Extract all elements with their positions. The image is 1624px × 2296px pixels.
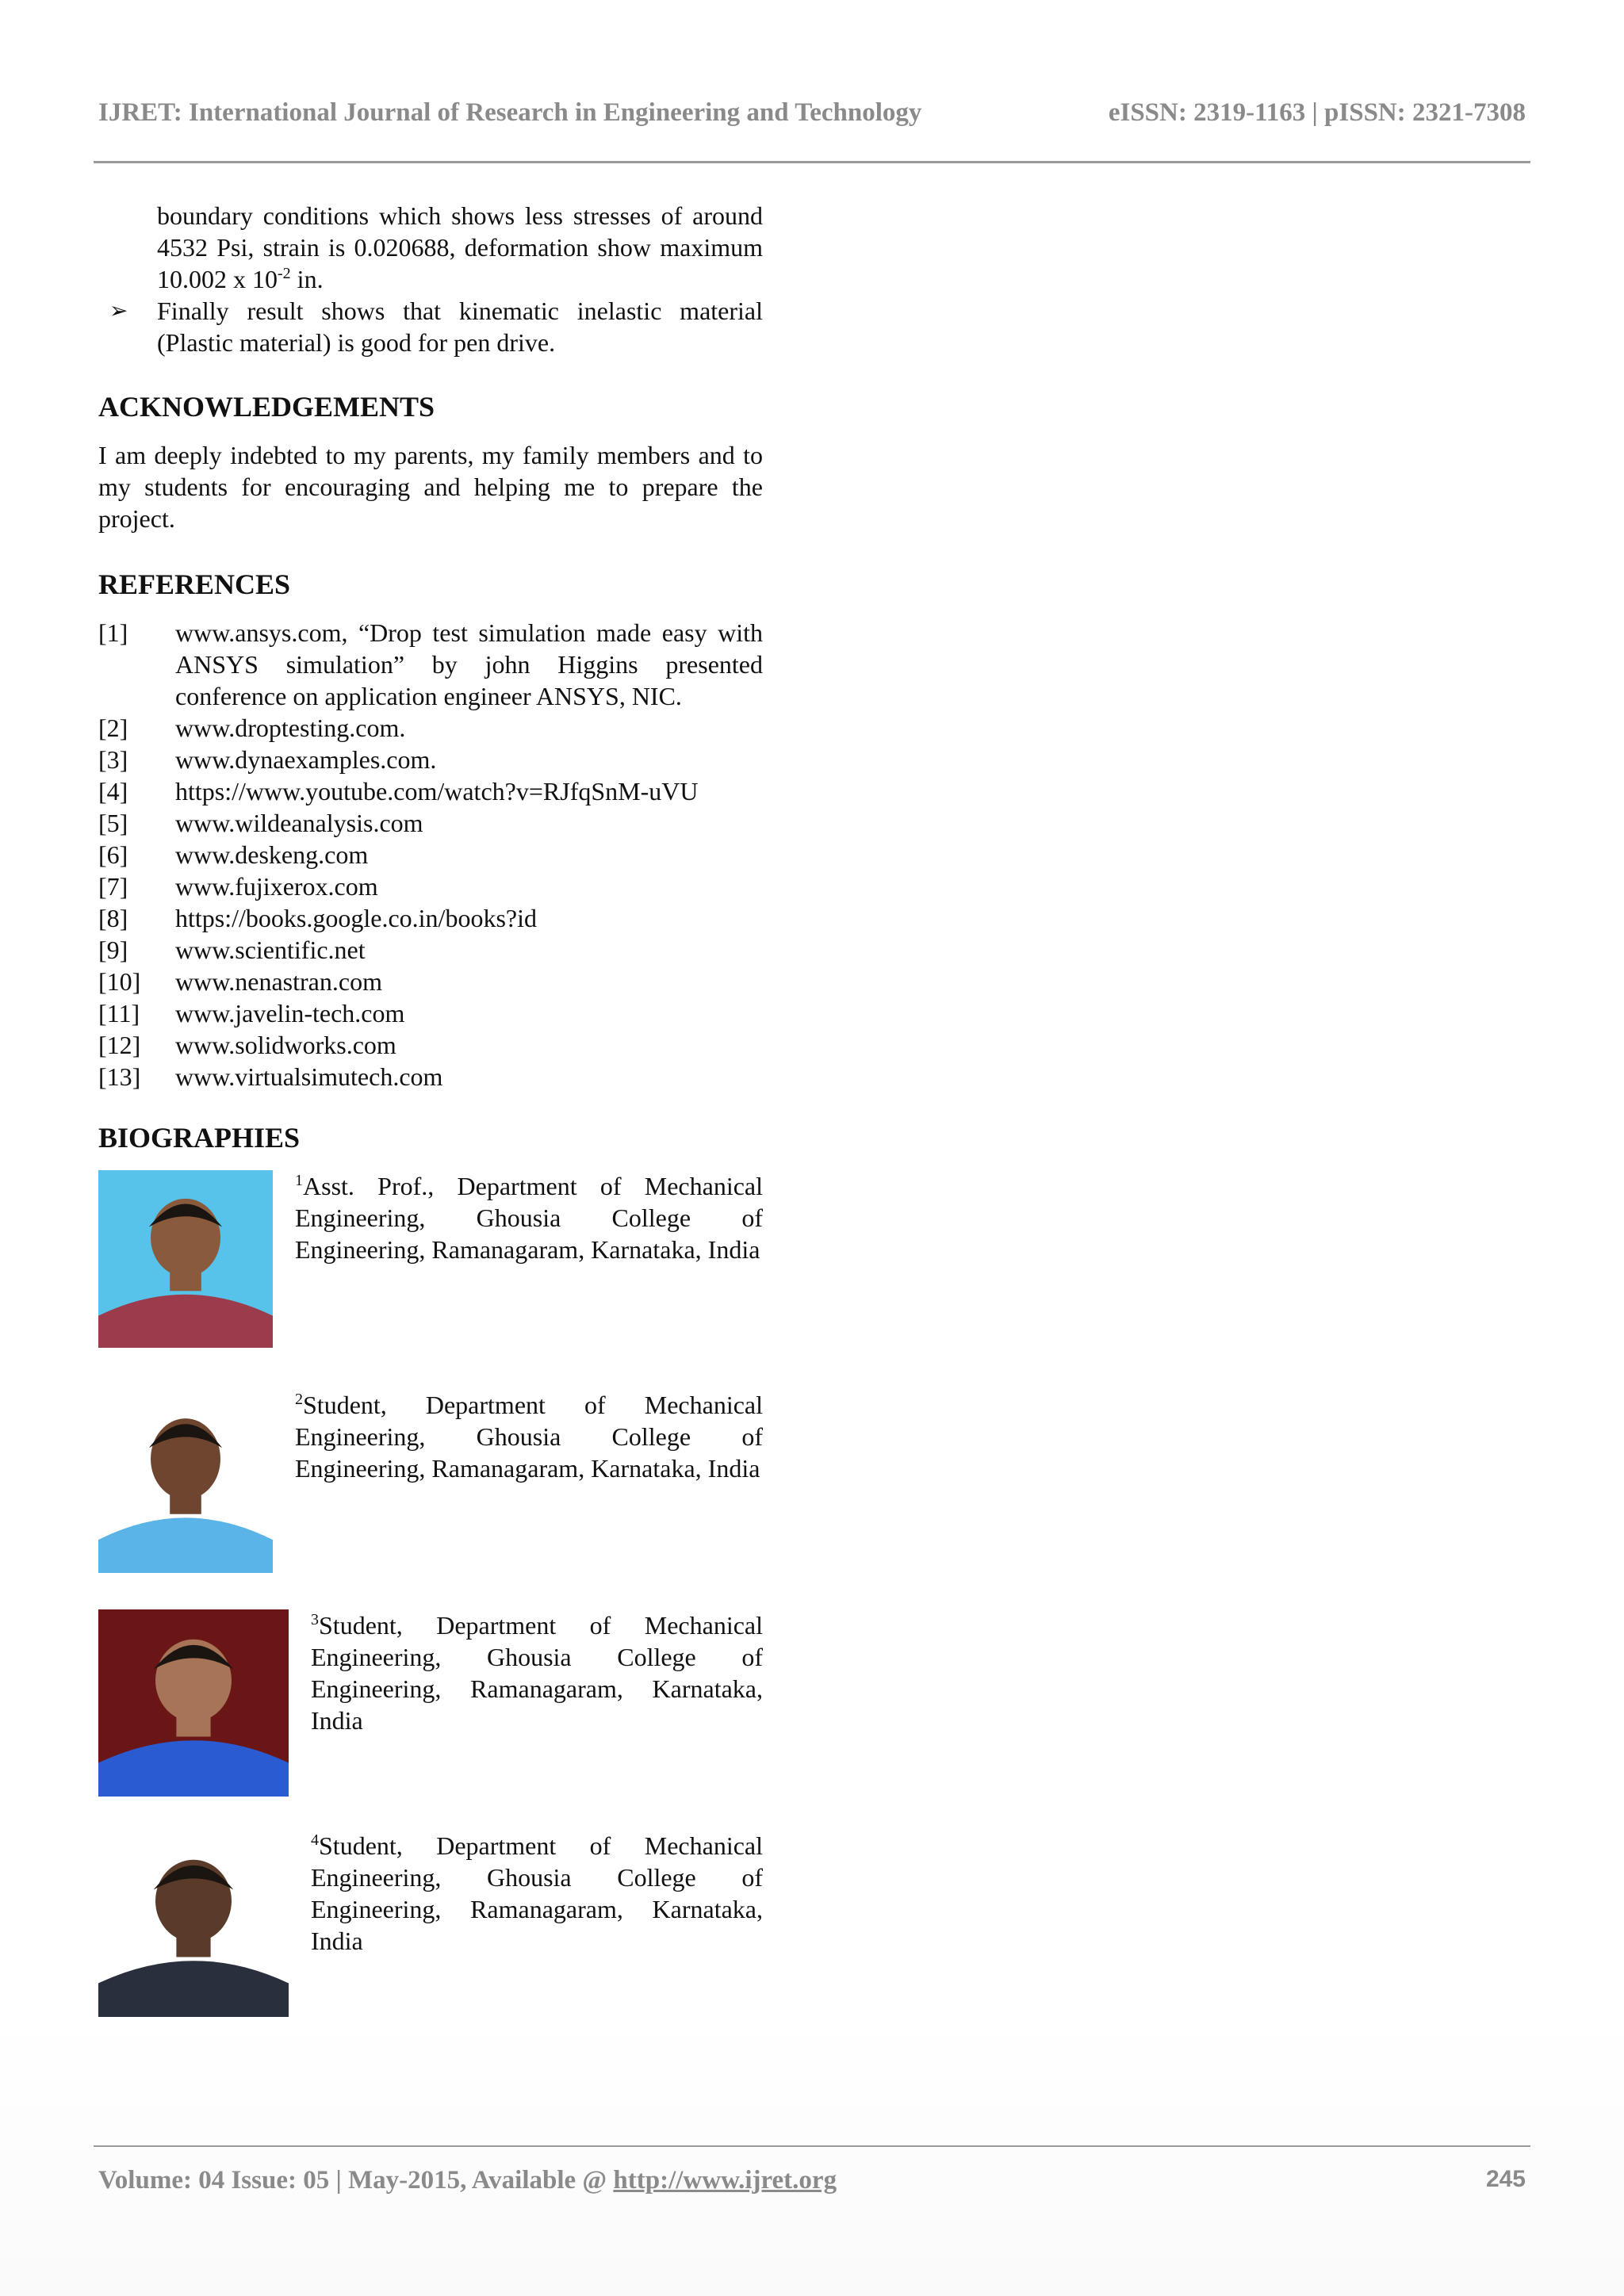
reference-text: www.deskeng.com [175,840,369,869]
reference-text: https://books.google.co.in/books?id [175,904,537,932]
portrait-image [98,1170,273,1348]
references-heading: REFERENCES [98,568,291,600]
author-photo [98,1170,273,1348]
biography-description: Student, Department of Mechanical Engineering, Ghousia College of Engineering, Ramanagaram, Karnataka, India [311,1611,763,1735]
reference-text: www.nenastran.com [175,967,382,996]
reference-number: [10] [98,967,141,996]
reference-text: https://www.youtube.com/watch?v=RJfqSnM-uVU [175,777,699,806]
continued-text-end: in. [290,265,324,293]
reference-item [98,997,763,1029]
exponent: -2 [278,265,291,283]
reference-text: www.wildeanalysis.com [175,809,423,837]
reference-number: [3] [98,745,128,774]
author-number: 2 [295,1391,303,1409]
bullet-item [109,295,763,358]
reference-text: www.scientific.net [175,936,366,964]
header-rule [94,161,1530,163]
biography-text [311,1830,763,1957]
reference-item [98,902,763,934]
acknowledgements-text: I am deeply indebted to my parents, my family members and to my students for encouraging and helping me to prepare the project. [98,441,763,533]
reference-text: www.ansys.com, “Drop test simulation made easy with ANSYS simulation” by john Higgins presented conference on application engineer ANSYS, NIC. [175,618,763,710]
reference-number: [13] [98,1062,141,1091]
author-number: 3 [311,1611,319,1629]
references-list [98,617,763,1093]
reference-number: [8] [98,904,128,932]
reference-text: www.droptesting.com. [175,714,406,742]
reference-number: [1] [98,618,128,647]
volume-text: Volume: 04 Issue: 05 | May-2015, Available @ [98,2166,614,2195]
reference-item [98,1061,763,1093]
author-number: 4 [311,1831,319,1850]
page-bottom-tint [0,2014,1624,2296]
reference-number: [6] [98,840,128,869]
reference-text: www.solidworks.com [175,1031,396,1059]
reference-item [98,775,763,807]
continued-text: boundary conditions which shows less stresses of around 4532 Psi, strain is 0.020688, deformation show maximum 10.002 x 10 [157,201,763,293]
issn-info: eISSN: 2319-1163 | pISSN: 2321-7308 [1108,98,1526,127]
reference-text: www.dynaexamples.com. [175,745,437,774]
author-photo [98,1830,289,2017]
reference-item [98,871,763,902]
reference-item [98,712,763,744]
biography-text [295,1389,763,1484]
reference-item [98,617,763,712]
reference-item [98,934,763,966]
reference-item [98,1029,763,1061]
journal-title: IJRET: International Journal of Research in Engineering and Technology [98,98,922,127]
biographies-heading: BIOGRAPHIES [98,1122,301,1154]
reference-item [98,807,763,839]
reference-number: [11] [98,999,140,1027]
journal-link[interactable]: http://www.ijret.org [613,2166,837,2195]
portrait-image [98,1830,289,2017]
biography-description: Student, Department of Mechanical Engineering, Ghousia College of Engineering, Ramanagaram, Karnataka, India [295,1391,763,1483]
portrait-image [98,1609,289,1797]
reference-item [98,744,763,775]
footer-volume-info [98,2166,837,2195]
bullet-text: Finally result shows that kinematic inelastic material (Plastic material) is good for pen drive. [157,297,763,357]
reference-number: [4] [98,777,128,806]
reference-number: [9] [98,936,128,964]
reference-text: www.virtualsimutech.com [175,1062,443,1091]
author-number: 1 [295,1172,303,1190]
arrow-bullet-icon: ➢ [109,297,128,323]
biography-text [295,1170,763,1265]
reference-number: [12] [98,1031,141,1059]
biography-description: Asst. Prof., Department of Mechanical Engineering, Ghousia College of Engineering, Ramanagaram, Karnataka, India [295,1172,763,1264]
biography-text [311,1609,763,1736]
reference-number: [2] [98,714,128,742]
reference-item [98,966,763,997]
author-photo [98,1389,273,1573]
footer-rule [94,2145,1530,2147]
reference-text: www.fujixerox.com [175,872,378,901]
continued-paragraph [157,200,763,295]
page-number: 245 [1485,2166,1526,2192]
reference-item [98,839,763,871]
acknowledgements-heading: ACKNOWLEDGEMENTS [98,391,435,423]
reference-text: www.javelin-tech.com [175,999,405,1027]
reference-number: [7] [98,872,128,901]
author-photo [98,1609,289,1797]
biography-description: Student, Department of Mechanical Engineering, Ghousia College of Engineering, Ramanagaram, Karnataka, India [311,1831,763,1955]
portrait-image [98,1389,273,1573]
reference-number: [5] [98,809,128,837]
